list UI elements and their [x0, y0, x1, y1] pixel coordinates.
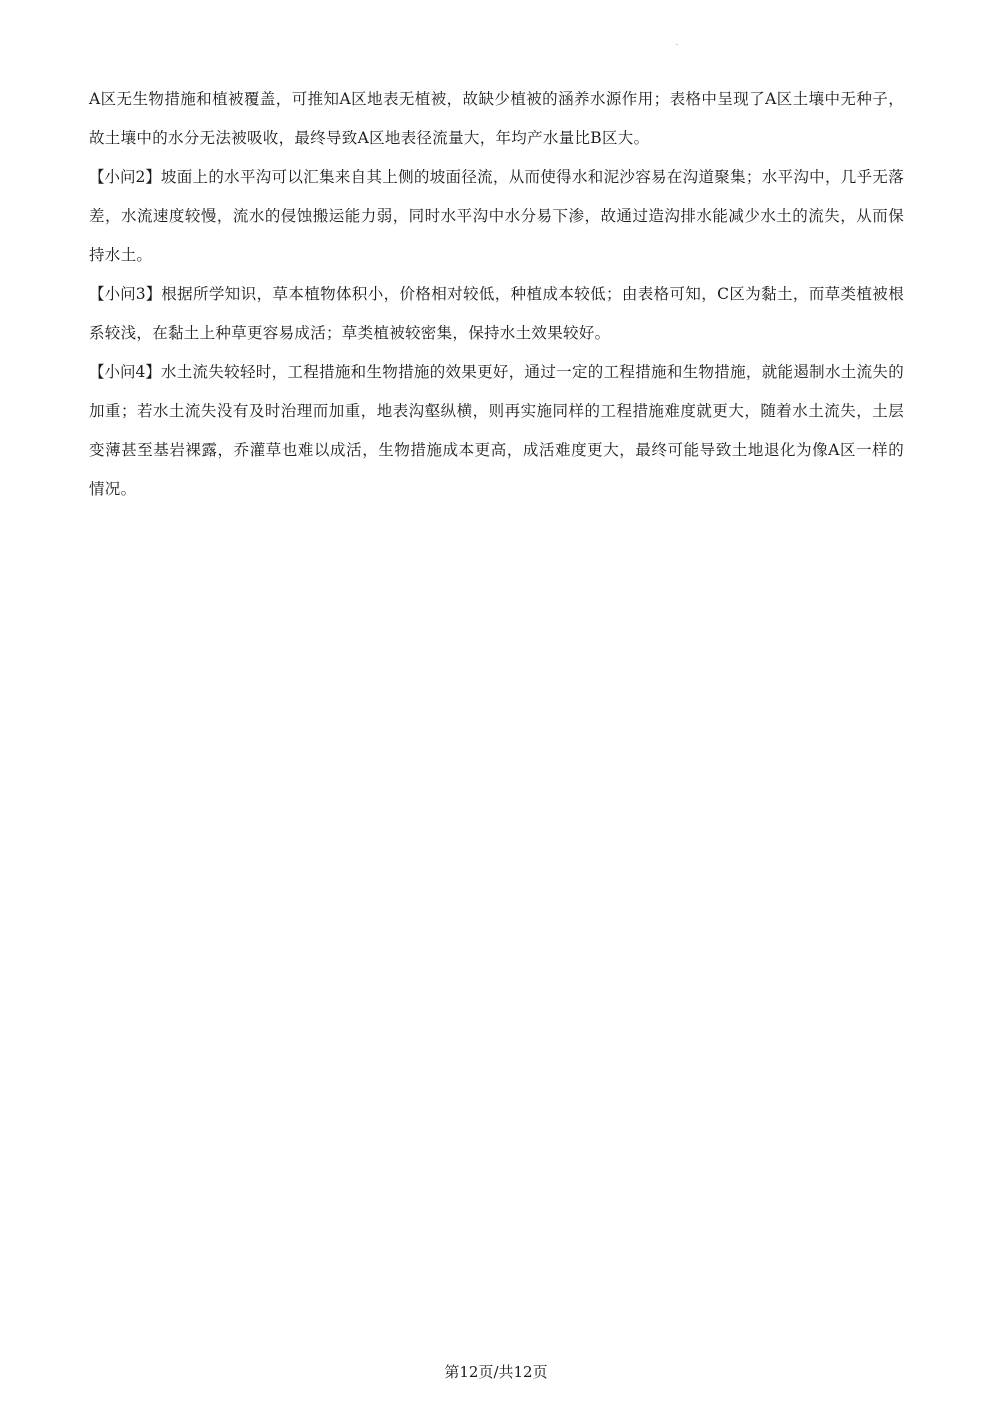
paragraph-1 — [89, 80, 904, 158]
question-2-tag: 【小问2】 — [89, 168, 161, 186]
answer-explanation — [89, 80, 904, 509]
page-footer: 第12页/共12页 — [444, 1363, 548, 1381]
paragraph-3 — [89, 275, 904, 353]
scan-speck — [676, 44, 678, 45]
paragraph-3-text: 根据所学知识，草本植物体积小，价格相对较低，种植成本较低；由表格可知，C区为黏土，而草类植被根系较浅，在黏土上种草更容易成活；草类植被较密集，保持水土效果较好。 — [89, 285, 904, 342]
question-4-tag: 【小问4】 — [89, 363, 161, 381]
paragraph-2-text: 坡面上的水平沟可以汇集来自其上侧的坡面径流，从而使得水和泥沙容易在沟道聚集；水平沟中，几乎无落差，水流速度较慢，流水的侵蚀搬运能力弱，同时水平沟中水分易下渗，故通过造沟排水能减少水土的流失，从而保持水土。 — [89, 168, 904, 264]
paragraph-4 — [89, 353, 904, 509]
paragraph-1-text: A区无生物措施和植被覆盖，可推知A区地表无植被，故缺少植被的涵养水源作用；表格中呈现了A区土壤中无种子，故土壤中的水分无法被吸收，最终导致A区地表径流量大，年均产水量比B区大。 — [89, 90, 904, 147]
paragraph-4-text: 水土流失较轻时，工程措施和生物措施的效果更好，通过一定的工程措施和生物措施，就能遏制水土流失的加重；若水土流失没有及时治理而加重，地表沟壑纵横，则再实施同样的工程措施难度就更大，随着水土流失，土层变薄甚至基岩裸露，乔灌草也难以成活，生物措施成本更高，成活难度更大，最终可能导致土地退化为像A区一样的情况。 — [89, 363, 904, 498]
paragraph-2 — [89, 158, 904, 275]
question-3-tag: 【小问3】 — [89, 285, 162, 303]
